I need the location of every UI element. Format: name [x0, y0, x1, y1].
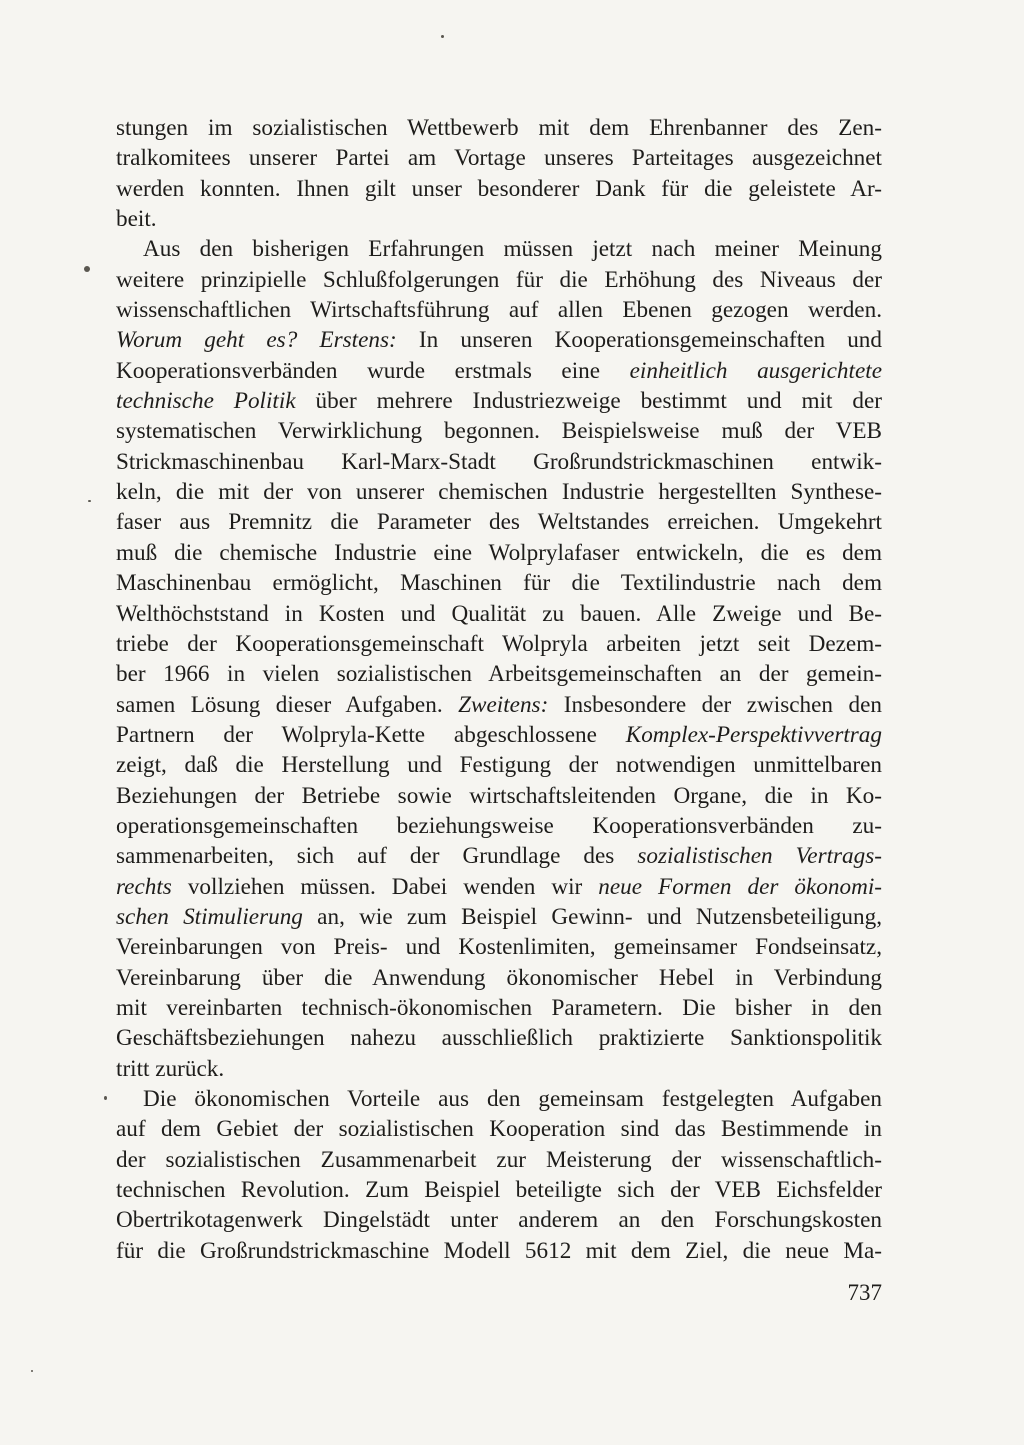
- scan-speck: [31, 1370, 33, 1372]
- text-line: zeigt, daß die Herstellung und Festigung der notwendigen unmittelbaren: [116, 752, 882, 779]
- text-line: schen Stimulierung an, wie zum Beispiel Gewinn- und Nutzensbeteiligung,: [116, 903, 883, 930]
- text-line: Beziehungen der Betriebe sowie wirtschaftsleitenden Organe, die in Ko-: [116, 782, 882, 809]
- text-line: tralkomitees unserer Partei am Vortage unseres Parteitages ausgezeichnet: [116, 145, 882, 172]
- scan-speck: [441, 35, 444, 38]
- text-line: tritt zurück.: [116, 1055, 225, 1082]
- emphasis: rechts: [116, 873, 172, 900]
- text-line: Obertrikotagenwerk Dingelstädt unter anderem an den Forschungskosten: [116, 1207, 882, 1234]
- text-line: muß die chemische Industrie eine Wolprylafaser entwickeln, die es dem: [116, 539, 882, 566]
- emphasis: sozialistischen Vertrags-: [637, 843, 882, 870]
- text-line: auf dem Gebiet der sozialistischen Kooperation sind das Bestimmende in: [116, 1116, 882, 1143]
- text-line: Aus den bisherigen Erfahrungen müssen jetzt nach meiner Meinung: [143, 236, 882, 263]
- text-line: samen Lösung dieser Aufgaben. Zweitens: Insbesondere der zwischen den: [116, 691, 882, 718]
- text-line: Partnern der Wolpryla-Kette abgeschlossene Komplex-Perspektivvertrag: [116, 721, 882, 748]
- page-number: 737: [847, 1280, 882, 1305]
- emphasis: einheitlich ausgerichtete: [629, 357, 882, 384]
- text-line: wissenschaftlichen Wirtschaftsführung auf allen Ebenen gezogen werden.: [116, 297, 882, 324]
- text-line: für die Großrundstrickmaschine Modell 5612 mit dem Ziel, die neue Ma-: [116, 1237, 882, 1264]
- paragraph: [116, 113, 882, 234]
- text-line: Kooperationsverbänden wurde erstmals eine einheitlich ausgerichtete: [116, 357, 882, 384]
- text-line: Strickmaschinenbau Karl-Marx-Stadt Großrundstrickmaschinen entwik-: [116, 448, 882, 475]
- emphasis: schen Stimulierung: [116, 903, 303, 930]
- text-line: der sozialistischen Zusammenarbeit zur Meisterung der wissenschaftlich-: [116, 1146, 882, 1173]
- text-line: sammenarbeiten, sich auf der Grundlage des sozialistischen Vertrags-: [116, 843, 882, 870]
- scan-speck: [104, 1096, 107, 1100]
- text-line: technischen Revolution. Zum Beispiel beteiligte sich der VEB Eichsfelder: [116, 1177, 882, 1204]
- text-line: Vereinbarung über die Anwendung ökonomischer Hebel in Verbindung: [116, 964, 882, 991]
- emphasis: technische Politik: [116, 388, 296, 415]
- text-line: systematischen Verwirklichung begonnen. Beispielsweise muß der VEB: [116, 418, 882, 445]
- text-line: mit vereinbarten technisch-ökonomischen Parametern. Die bisher in den: [116, 994, 882, 1021]
- scan-speck: [88, 500, 91, 502]
- text-line: stungen im sozialistischen Wettbewerb mit dem Ehrenbanner des Zen-: [116, 115, 882, 141]
- text-line: Welthöchststand in Kosten und Qualität zu bauen. Alle Zweige und Be-: [116, 600, 882, 627]
- emphasis: neue Formen der ökonomi-: [598, 873, 882, 900]
- text-line: rechts vollziehen müssen. Dabei wenden wir neue Formen der ökonomi-: [116, 873, 882, 900]
- text-line: werden konnten. Ihnen gilt unser besonderer Dank für die geleistete Ar-: [116, 175, 882, 202]
- text-line: beit.: [116, 206, 157, 233]
- text-line: triebe der Kooperationsgemeinschaft Wolpryla arbeiten jetzt seit Dezem-: [116, 630, 882, 657]
- text-line: keln, die mit der von unserer chemischen Industrie hergestellten Synthese-: [116, 479, 882, 506]
- text-line: weitere prinzipielle Schlußfolgerungen für die Erhöhung des Niveaus der: [116, 266, 882, 293]
- emphasis: Zweitens:: [458, 691, 549, 718]
- paragraph: [116, 1084, 882, 1266]
- text-line: technische Politik über mehrere Industriezweige bestimmt und mit der: [116, 388, 882, 415]
- text-line: Maschinenbau ermöglicht, Maschinen für die Textilindustrie nach dem: [116, 570, 882, 597]
- text-line: Vereinbarungen von Preis- und Kostenlimiten, gemeinsamer Fondseinsatz,: [116, 934, 882, 961]
- body-text: [116, 113, 882, 1266]
- emphasis: Komplex-Perspektivvertrag: [625, 721, 882, 748]
- text-line: Die ökonomischen Vorteile aus den gemeinsam festgelegten Aufgaben: [143, 1086, 882, 1112]
- scan-speck: [84, 266, 90, 272]
- text-line: ber 1966 in vielen sozialistischen Arbeitsgemeinschaften an der gemein-: [116, 661, 882, 688]
- text-line: faser aus Premnitz die Parameter des Weltstandes erreichen. Umgekehrt: [116, 509, 882, 536]
- text-line: Geschäftsbeziehungen nahezu ausschließlich praktizierte Sanktionspolitik: [116, 1025, 882, 1052]
- text-line: Worum geht es? Erstens: In unseren Kooperationsgemeinschaften und: [116, 327, 882, 354]
- emphasis: Worum geht es? Erstens:: [116, 327, 397, 354]
- text-line: operationsgemeinschaften beziehungsweise Kooperationsverbänden zu-: [116, 812, 882, 839]
- paragraph: [116, 234, 882, 1084]
